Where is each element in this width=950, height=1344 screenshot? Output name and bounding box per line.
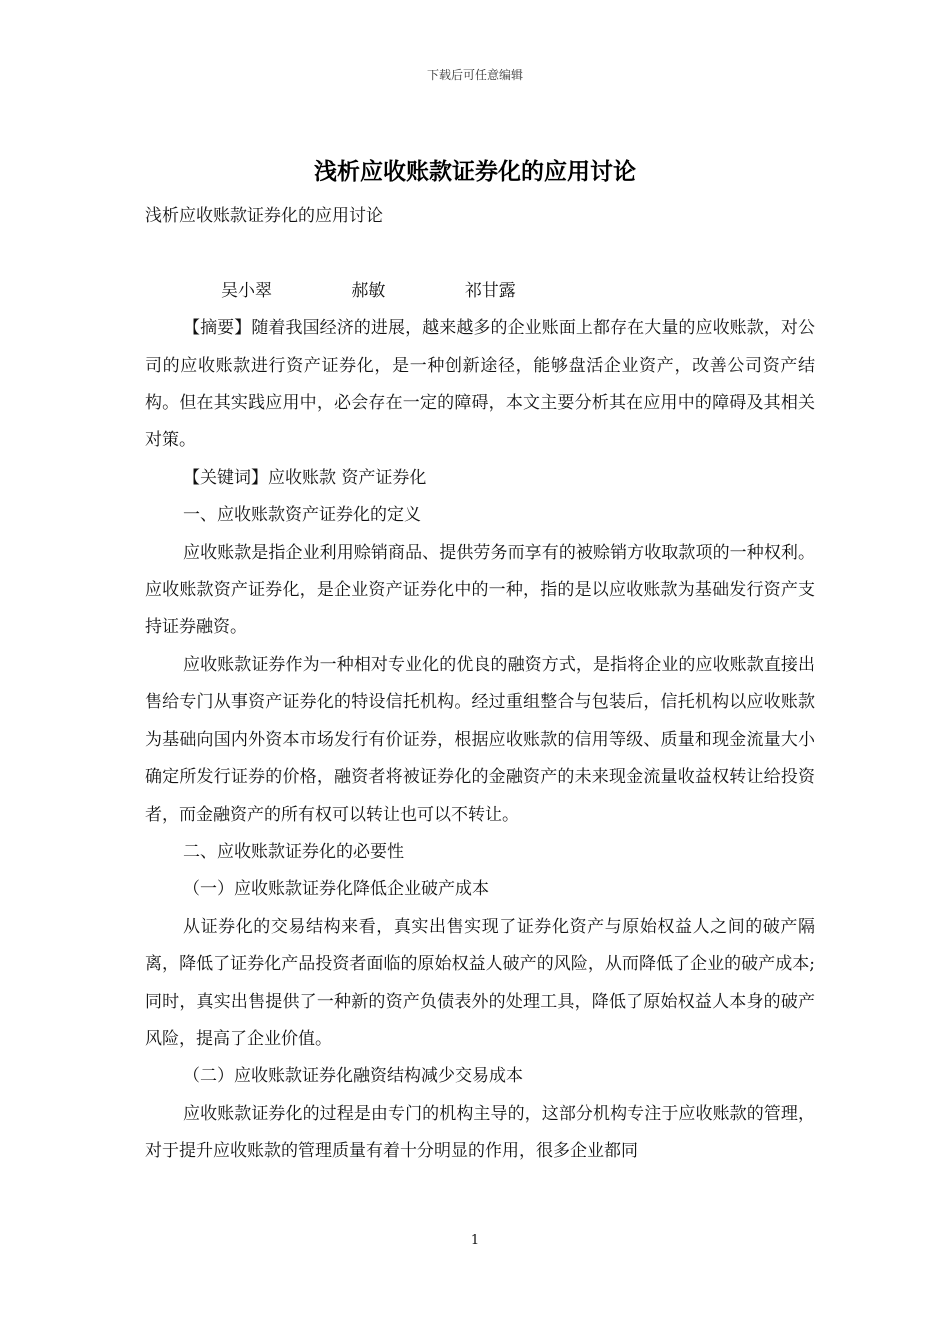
document-body — [145, 198, 815, 1171]
author-name: 吴小翠 — [221, 280, 272, 301]
author-list — [145, 273, 815, 310]
section-heading: 一、应收账款资产证券化的定义 — [183, 505, 421, 526]
section-heading: 二、应收账款证券化的必要性 — [183, 841, 404, 862]
blank-line — [145, 235, 815, 272]
body-paragraph: 应收账款证券化的过程是由专门的机构主导的，这部分机构专注于应收账款的管理，对于提升应收账款的管理质量有着十分明显的作用，很多企业都同 — [145, 1103, 815, 1162]
header-note: 下载后可任意编辑 — [426, 68, 523, 82]
document-subtitle: 浅析应收账款证券化的应用讨论 — [145, 206, 383, 226]
subsection-heading: （一）应收账款证券化降低企业破产成本 — [183, 879, 489, 900]
page-number: 1 — [470, 1233, 480, 1248]
subsection-heading: （二）应收账款证券化融资结构减少交易成本 — [183, 1066, 523, 1087]
body-paragraph: 应收账款证券作为一种相对专业化的优良的融资方式，是指将企业的应收账款直接出售给专门从事资产证券化的特设信托机构。经过重组整合与包装后，信托机构以应收账款为基础向国内外资本市场发行有价证券，根据应收账款的信用等级、质量和现金流量大小确定所发行证券的价格，融资者将被证券化的金融资产的未来现金流量收益权转让给投资者，而金融资产的所有权可以转让也可以不转让。 — [145, 654, 815, 825]
author-name: 郝敏 — [351, 280, 386, 301]
body-paragraph: 从证券化的交易结构来看，真实出售实现了证券化资产与原始权益人之间的破产隔离，降低了证券化产品投资者面临的原始权益人破产的风险，从而降低了企业的破产成本;同时，真实出售提供了一种新的资产负债表外的处理工具，降低了原始权益人本身的破产风险，提高了企业价值。 — [145, 916, 815, 1049]
body-paragraph: 应收账款是指企业利用赊销商品、提供劳务而享有的被赊销方收取款项的一种权利。应收账款资产证券化，是企业资产证券化中的一种，指的是以应收账款为基础发行资产支持证券融资。 — [145, 542, 815, 638]
abstract-paragraph: 【摘要】随着我国经济的进展，越来越多的企业账面上都存在大量的应收账款，对公司的应收账款进行资产证券化，是一种创新途径，能够盘活企业资产，改善公司资产结构。但在其实践应用中，必会存在一定的障碍，本文主要分析其在应用中的障碍及其相关对策。 — [145, 318, 815, 451]
document-title: 浅析应收账款证券化的应用讨论 — [314, 158, 636, 185]
author-name: 祁甘露 — [464, 280, 516, 301]
keywords-line: 【关键词】应收账款 资产证券化 — [183, 467, 427, 488]
